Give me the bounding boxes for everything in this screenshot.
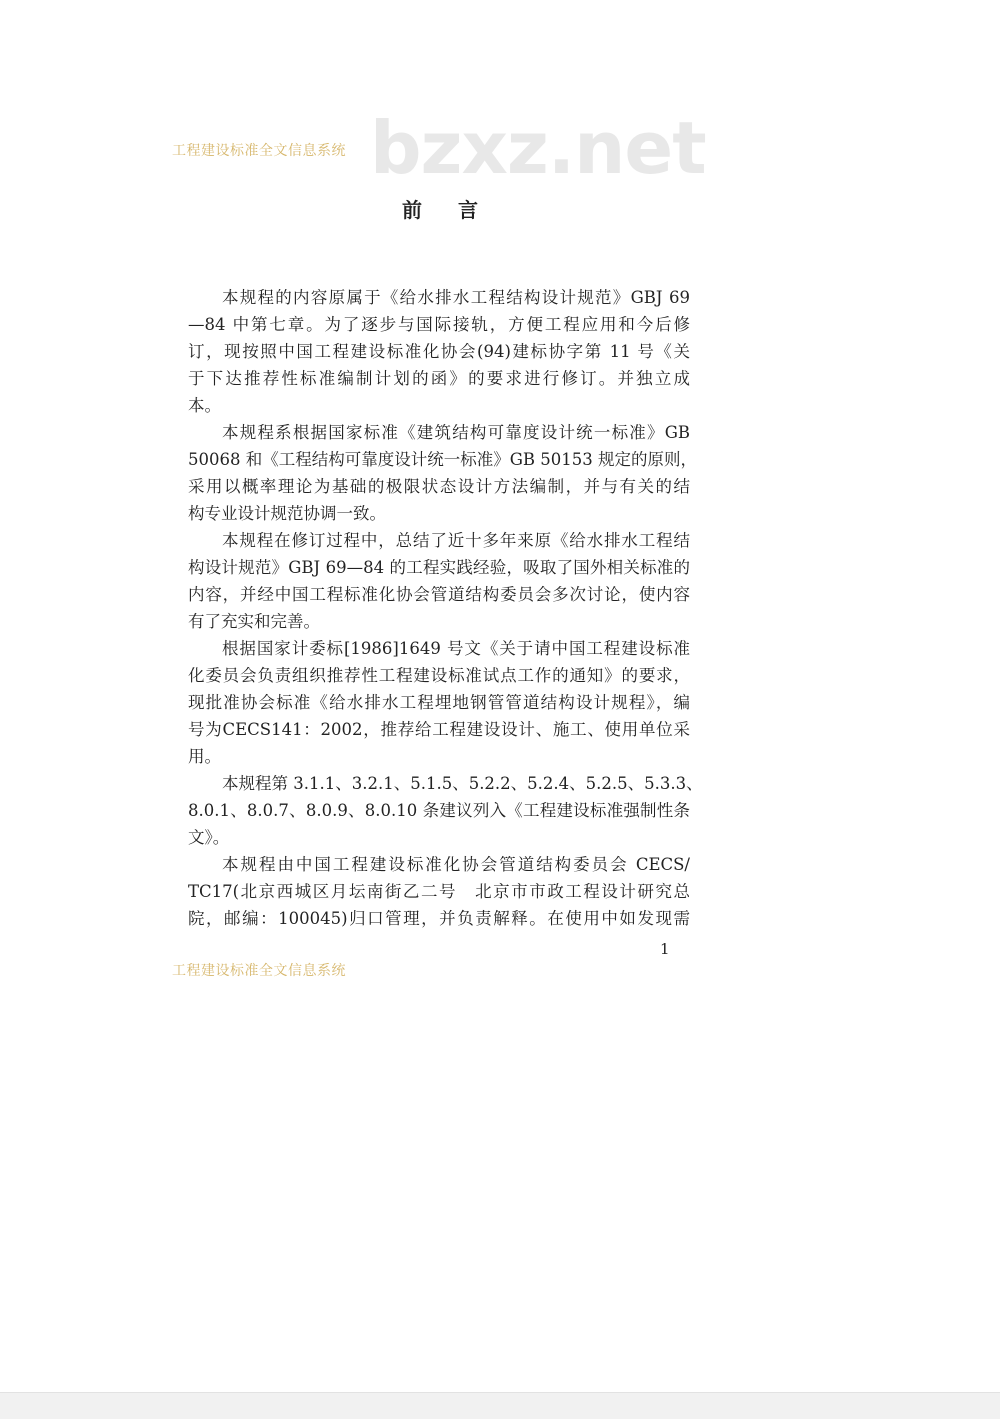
text-line: 本规程由中国工程建设标准化协会管道结构委员会 CECS/ [222, 855, 690, 874]
title-char-1: 前 [402, 198, 422, 222]
text-line: 有了充实和完善。 [188, 612, 320, 631]
text-line: 构设计规范》GBJ 69—84 的工程实践经验，吸取了国外相关标准的 [188, 558, 690, 577]
text-line: 8.0.1、8.0.7、8.0.9、8.0.10 条建议列入《工程建设标准强制性条 [188, 801, 690, 820]
text-line: —84 中第七章。为了逐步与国际接轨，方便工程应用和今后修 [188, 315, 690, 334]
watermark-text-bottom: 工程建设标准全文信息系统 [172, 963, 346, 979]
text-line: 内容，并经中国工程标准化协会管道结构委员会多次讨论，使内容 [188, 585, 690, 604]
text-line: 采用以概率理论为基础的极限状态设计方法编制，并与有关的结 [188, 477, 690, 496]
text-line: 于下达推荐性标准编制计划的函》的要求进行修订。并独立成 [188, 369, 690, 388]
text-line: 本规程在修订过程中，总结了近十多年来原《给水排水工程结 [222, 531, 690, 550]
text-line: 构专业设计规范协调一致。 [188, 504, 386, 523]
preface-body [188, 284, 703, 932]
text-line: 本规程的内容原属于《给水排水工程结构设计规范》GBJ 69 [222, 288, 690, 307]
text-line: 50068 和《工程结构可靠度设计统一标准》GB 50153 规定的原则， [188, 450, 698, 469]
page-title [0, 198, 880, 222]
text-line: 文》。 [188, 828, 230, 847]
text-line: 本规程系根据国家标准《建筑结构可靠度设计统一标准》GB [222, 423, 690, 442]
text-line: 号为CECS141：2002，推荐给工程建设设计、施工、使用单位采 [188, 720, 690, 739]
text-line: 院，邮编：100045)归口管理，并负责解释。在使用中如发现需 [188, 909, 690, 928]
text-line: 本规程第 3.1.1、3.2.1、5.1.5、5.2.2、5.2.4、5.2.5、5.3.3、 [222, 774, 703, 793]
watermark-text-top: 工程建设标准全文信息系统 [172, 143, 346, 159]
text-line: 本。 [188, 396, 221, 415]
text-line: 订，现按照中国工程建设标准化协会(94)建标协字第 11 号《关 [188, 342, 690, 361]
title-char-2: 言 [458, 198, 478, 222]
text-line: TC17(北京西城区月坛南街乙二号 北京市市政工程设计研究总 [188, 882, 690, 901]
text-line: 现批准协会标准《给水排水工程埋地钢管管道结构设计规程》，编 [188, 693, 690, 712]
text-line: 根据国家计委标[1986]1649 号文《关于请中国工程建设标准 [222, 639, 690, 658]
watermark-logo: bzxz.net [370, 106, 706, 190]
page-number: 1 [660, 940, 670, 958]
text-line: 化委员会负责组织推荐性工程建设标准试点工作的通知》的要求， [188, 666, 690, 685]
text-line: 用。 [188, 747, 221, 766]
viewer-bottom-bar [0, 1392, 1000, 1419]
